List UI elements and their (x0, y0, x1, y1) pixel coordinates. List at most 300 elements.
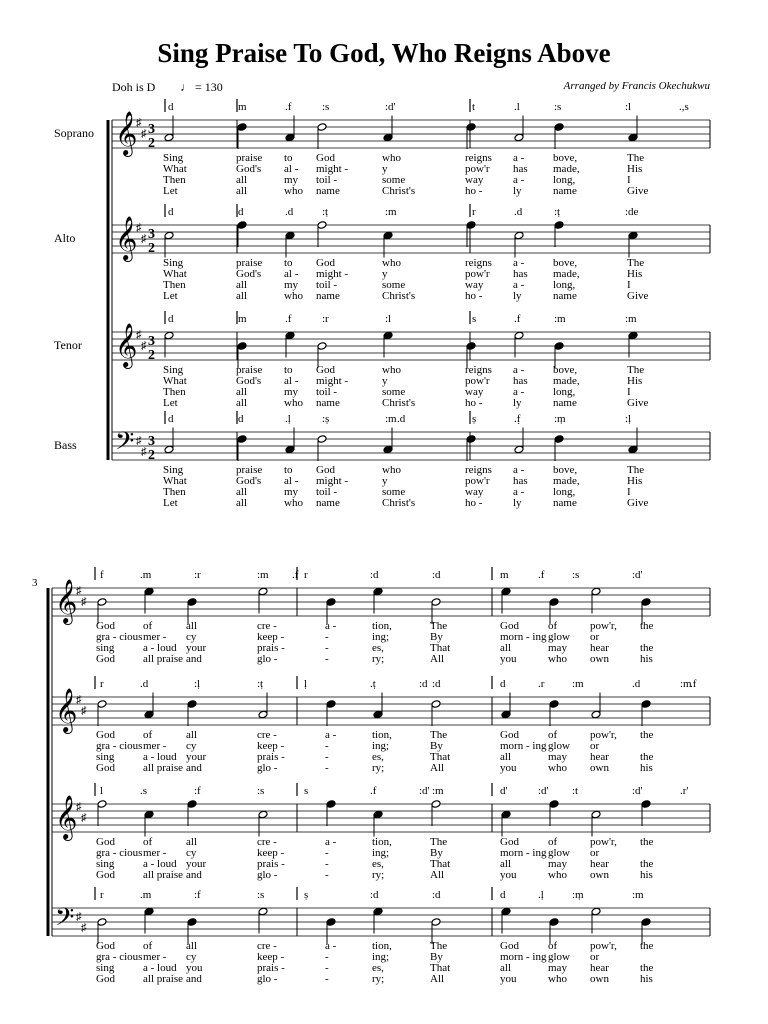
lyric-word: All (430, 973, 445, 985)
lyric-word: the (640, 751, 654, 763)
lyric-word: the (640, 642, 654, 654)
lyric-word: a - (513, 152, 525, 164)
solfa-syllable: d (238, 413, 244, 425)
lyric-word: ly (513, 497, 522, 509)
lyric-word: all praise (143, 973, 184, 985)
solfa-syllable: m (500, 569, 509, 581)
lyric-word: All (430, 762, 445, 774)
lyric-word: gra - cious (96, 951, 143, 963)
lyric-word: your (186, 751, 207, 763)
note-head (164, 133, 174, 142)
treble-clef-icon: 𝄞 (55, 581, 78, 623)
solfa-syllable: :d' (538, 785, 549, 797)
lyric-word: praise (236, 464, 263, 476)
note-head (187, 800, 197, 809)
lyric-word: toil - (316, 486, 338, 498)
note-head (373, 810, 383, 819)
lyric-word: Give (627, 185, 649, 197)
solfa-syllable: d (238, 206, 244, 218)
note-head (554, 123, 564, 132)
sharp-icon: ♯ (136, 435, 142, 447)
solfa-syllable: :f (194, 785, 201, 797)
lyric-word: to (284, 152, 293, 164)
solfa-syllable: :s (554, 101, 562, 113)
lyric-word: all (500, 962, 511, 974)
lyric-word: pow'r (465, 163, 490, 175)
lyric-word: glo - (257, 869, 278, 881)
lyric-word: Christ's (382, 290, 416, 302)
lyric-word: ry; (372, 762, 385, 774)
note-head (591, 710, 601, 719)
lyric-word: keep - (257, 740, 285, 752)
solfa-syllable: :d (370, 889, 379, 901)
solfa-syllable: :d' (632, 569, 643, 581)
lyric-word: or (590, 951, 600, 963)
lyric-word: own (590, 762, 609, 774)
lyric-word: pow'r, (590, 836, 617, 848)
lyric-word: who (284, 397, 303, 409)
lyric-word: made, (553, 268, 580, 280)
lyric-word: ly (513, 185, 522, 197)
lyric-word: - (325, 653, 329, 665)
lyric-word: God's (236, 375, 262, 387)
lyric-word: That (430, 962, 451, 974)
lyric-word: By (430, 847, 443, 859)
lyric-word: the (640, 962, 654, 974)
lyric-word: keep - (257, 951, 285, 963)
lyric-word: Let (163, 185, 178, 197)
solfa-syllable: d (168, 206, 174, 218)
lyric-word: keep - (257, 847, 285, 859)
solfa-syllable: .f (292, 569, 299, 581)
lyric-word: has (513, 475, 528, 487)
lyric-word: to (284, 364, 293, 376)
note-head (237, 342, 247, 351)
lyric-word: cy (186, 847, 197, 859)
lyric-word: gra - cious (96, 740, 143, 752)
lyric-word: God (96, 869, 115, 881)
lyric-word: his (640, 762, 653, 774)
bass-clef-icon: 𝄢 (115, 428, 135, 461)
lyric-word: That (430, 642, 451, 654)
lyric-word: my (284, 279, 299, 291)
lyric-word: all (236, 497, 247, 509)
lyric-word: The (430, 729, 448, 741)
lyric-word: you (500, 653, 517, 665)
solfa-syllable: .d (285, 206, 294, 218)
solfa-syllable: :d' (632, 785, 643, 797)
lyric-word: es, (372, 751, 384, 763)
measure-number: 3 (32, 577, 38, 589)
lyric-word: toil - (316, 279, 338, 291)
lyric-word: - (325, 642, 329, 654)
solfa-syllable: :r (194, 569, 201, 581)
solfa-syllable: f (100, 569, 104, 581)
lyric-word: praise (236, 152, 263, 164)
lyric-word: Christ's (382, 185, 416, 197)
lyric-word: Sing (163, 152, 184, 164)
lyric-word: might - (316, 475, 349, 487)
lyric-word: you (186, 962, 203, 974)
lyric-word: The (430, 836, 448, 848)
lyric-word: all (186, 729, 197, 741)
treble-clef-icon: 𝄞 (55, 690, 78, 732)
lyric-word: name (316, 497, 340, 509)
lyric-word: gra - cious (96, 631, 143, 643)
solfa-syllable: :ḷ (625, 413, 632, 425)
solfa-syllable: .r (538, 678, 545, 690)
lyric-word: all (500, 751, 511, 763)
lyric-word: might - (316, 163, 349, 175)
note-head (237, 435, 247, 444)
sharp-icon: ♯ (136, 329, 142, 341)
lyric-word: and (186, 869, 202, 881)
lyric-word: pow'r, (590, 620, 617, 632)
solfa-syllable: :d (370, 569, 379, 581)
solfa-syllable: :s (257, 889, 265, 901)
lyric-word: al - (284, 475, 299, 487)
lyric-word: God (316, 152, 335, 164)
lyric-word: a - (513, 486, 525, 498)
sharp-icon: ♯ (141, 446, 147, 458)
lyric-word: What (163, 163, 187, 175)
note-head (514, 231, 524, 240)
lyric-word: By (430, 951, 443, 963)
lyric-word: may (548, 642, 567, 654)
lyric-word: ly (513, 397, 522, 409)
lyric-word: you (500, 762, 517, 774)
lyric-word: That (430, 858, 451, 870)
lyric-word: es, (372, 642, 384, 654)
lyric-word: the (640, 620, 654, 632)
lyric-word: mer - (143, 847, 167, 859)
lyric-word: glo - (257, 762, 278, 774)
sharp-icon: ♯ (136, 117, 142, 129)
lyric-word: toil - (316, 174, 338, 186)
lyric-word: sing (96, 642, 115, 654)
note-head (97, 598, 107, 607)
solfa-syllable: .r' (680, 785, 689, 797)
lyric-word: - (325, 951, 329, 963)
solfa-syllable: ḷ (304, 678, 308, 690)
treble-clef-icon: 𝄞 (115, 325, 138, 367)
lyric-word: The (430, 620, 448, 632)
lyric-word: or (590, 847, 600, 859)
lyric-word: - (325, 962, 329, 974)
lyric-word: of (143, 729, 153, 741)
lyric-word: bove, (553, 152, 578, 164)
note-head (466, 435, 476, 444)
lyric-word: The (627, 257, 645, 269)
lyric-word: Give (627, 397, 649, 409)
voice-label: Bass (54, 438, 77, 452)
lyric-word: God (500, 729, 519, 741)
lyric-word: all (236, 486, 247, 498)
note-head (554, 435, 564, 444)
lyric-word: all praise (143, 762, 184, 774)
lyric-word: God (500, 620, 519, 632)
note-head (97, 800, 107, 809)
lyric-word: hear (590, 858, 609, 870)
voice-label: Soprano (54, 126, 94, 140)
lyric-word: prais - (257, 642, 285, 654)
lyric-word: and (186, 762, 202, 774)
lyric-word: Give (627, 290, 649, 302)
lyric-word: a - loud (143, 751, 177, 763)
lyric-word: a - (513, 386, 525, 398)
lyric-word: sing (96, 751, 115, 763)
note-head (641, 598, 651, 607)
lyric-word: The (430, 940, 448, 952)
lyric-word: made, (553, 163, 580, 175)
note-head (164, 231, 174, 240)
lyric-word: you (500, 973, 517, 985)
sharp-icon: ♯ (81, 596, 87, 608)
lyric-word: His (627, 475, 643, 487)
solfa-syllable: d (500, 678, 506, 690)
lyric-word: name (316, 185, 340, 197)
lyric-word: my (284, 386, 299, 398)
lyric-word: ing; (372, 847, 390, 859)
lyric-word: name (316, 290, 340, 302)
lyric-word: Then (163, 174, 186, 186)
lyric-word: glow (548, 740, 570, 752)
lyric-word: or (590, 631, 600, 643)
lyric-word: ho - (465, 497, 483, 509)
lyric-word: might - (316, 268, 349, 280)
lyric-word: a - (325, 940, 337, 952)
solfa-syllable: r (472, 206, 476, 218)
lyric-word: - (325, 751, 329, 763)
solfa-syllable: t (472, 101, 476, 113)
lyric-word: morn - ing (500, 847, 547, 859)
lyric-word: ry; (372, 869, 385, 881)
treble-clef-icon: 𝄞 (55, 797, 78, 839)
note-head (258, 810, 268, 819)
note-head (258, 587, 268, 596)
lyric-word: glo - (257, 653, 278, 665)
lyric-word: Sing (163, 364, 184, 376)
note-head (373, 710, 383, 719)
lyric-word: your (186, 858, 207, 870)
lyric-word: - (325, 858, 329, 870)
lyric-word: Let (163, 397, 178, 409)
lyric-word: who (548, 973, 567, 985)
lyric-word: the (640, 940, 654, 952)
lyric-word: morn - ing (500, 951, 547, 963)
solfa-syllable: .m (140, 889, 152, 901)
lyric-word: pow'r (465, 475, 490, 487)
note-head (144, 587, 154, 596)
note-head (431, 918, 441, 927)
time-signature-top: 3 (148, 122, 155, 137)
lyric-word: all (236, 386, 247, 398)
note-head (514, 133, 524, 142)
lyric-word: his (640, 869, 653, 881)
solfa-syllable: :d (432, 889, 441, 901)
solfa-syllable: :l (385, 313, 392, 325)
solfa-syllable: .f (690, 678, 697, 690)
lyric-word: and (186, 653, 202, 665)
lyric-word: Sing (163, 464, 184, 476)
lyric-word: God (316, 464, 335, 476)
lyric-word: God (96, 620, 115, 632)
lyric-word: sing (96, 962, 115, 974)
lyric-word: What (163, 475, 187, 487)
lyric-word: tion, (372, 836, 392, 848)
lyric-word: All (430, 653, 445, 665)
solfa-syllable: m (238, 313, 247, 325)
solfa-syllable: :ṭ (554, 206, 561, 218)
lyric-word: all praise (143, 869, 184, 881)
lyric-word: to (284, 257, 293, 269)
note-head (591, 587, 601, 596)
lyric-word: who (548, 762, 567, 774)
solfa-syllable: s (304, 785, 309, 797)
note-head (373, 587, 383, 596)
solfa-syllable: :m (632, 889, 644, 901)
sharp-icon: ♯ (141, 128, 147, 140)
solfa-syllable: :m (554, 313, 566, 325)
bass-clef-icon: 𝄢 (55, 904, 75, 937)
lyric-word: a - (325, 620, 337, 632)
lyric-word: who (382, 464, 401, 476)
solfa-syllable: d (500, 889, 506, 901)
lyric-word: praise (236, 257, 263, 269)
lyric-word: some (382, 174, 406, 186)
lyric-word: who (548, 653, 567, 665)
time-signature-top: 3 (148, 434, 155, 449)
lyric-word: - (325, 762, 329, 774)
note-head (144, 907, 154, 916)
note-head (514, 331, 524, 340)
note-head (97, 918, 107, 927)
lyric-word: all (186, 620, 197, 632)
note-head (628, 133, 638, 142)
time-signature-top: 3 (148, 334, 155, 349)
lyric-word: reigns (465, 364, 492, 376)
note-head (326, 700, 336, 709)
lyric-word: y (382, 268, 388, 280)
lyric-word: all (500, 858, 511, 870)
solfa-syllable: :ṃ (554, 413, 566, 425)
note-head (144, 810, 154, 819)
note-head (326, 918, 336, 927)
lyric-word: the (640, 836, 654, 848)
solfa-syllable: :t (572, 785, 579, 797)
tempo-marking: ♩ = 130 (180, 80, 223, 94)
solfa-syllable: l (100, 785, 104, 797)
lyric-word: es, (372, 858, 384, 870)
lyric-word: I (627, 279, 631, 291)
lyric-word: all praise (143, 653, 184, 665)
key-label: Doh is D (112, 80, 156, 94)
solfa-syllable: :m (572, 678, 584, 690)
lyric-word: own (590, 869, 609, 881)
lyric-word: name (553, 397, 577, 409)
lyric-word: keep - (257, 631, 285, 643)
lyric-word: mer - (143, 951, 167, 963)
note-head (285, 231, 295, 240)
solfa-syllable: m (238, 101, 247, 113)
solfa-syllable: .d (632, 678, 641, 690)
voice-label: Tenor (54, 338, 82, 352)
solfa-syllable: .ḷ (538, 889, 544, 901)
note-head (628, 445, 638, 454)
solfa-syllable: .s (140, 785, 148, 797)
lyric-word: some (382, 486, 406, 498)
lyric-word: tion, (372, 729, 392, 741)
solfa-syllable: d (168, 313, 174, 325)
lyric-word: That (430, 751, 451, 763)
solfa-syllable: .d (514, 206, 523, 218)
lyric-word: all (186, 836, 197, 848)
note-head (466, 221, 476, 230)
solfa-syllable: :d (432, 678, 441, 690)
lyric-word: name (316, 397, 340, 409)
solfa-syllable: .l (514, 101, 520, 113)
lyric-word: What (163, 268, 187, 280)
lyric-word: God (96, 653, 115, 665)
lyric-word: to (284, 464, 293, 476)
lyric-word: ry; (372, 973, 385, 985)
note-head (237, 221, 247, 230)
lyric-word: praise (236, 364, 263, 376)
lyric-word: God (316, 364, 335, 376)
lyric-word: bove, (553, 464, 578, 476)
lyric-word: cre - (257, 836, 277, 848)
solfa-syllable: :ḷ (194, 678, 201, 690)
lyric-word: prais - (257, 751, 285, 763)
lyric-word: may (548, 962, 567, 974)
lyric-word: glow (548, 847, 570, 859)
lyric-word: my (284, 174, 299, 186)
lyric-word: Then (163, 279, 186, 291)
lyric-word: reigns (465, 257, 492, 269)
note-head (641, 800, 651, 809)
lyric-word: God (316, 257, 335, 269)
solfa-syllable: :s (257, 785, 265, 797)
note-head (285, 133, 295, 142)
time-signature-bottom: 2 (148, 448, 155, 463)
lyric-word: pow'r, (590, 940, 617, 952)
lyric-word: By (430, 631, 443, 643)
lyric-word: I (627, 174, 631, 186)
lyric-word: a - (325, 836, 337, 848)
note-head (326, 598, 336, 607)
solfa-syllable: :d' (419, 785, 430, 797)
lyric-word: The (627, 364, 645, 376)
note-head (383, 133, 393, 142)
sharp-icon: ♯ (76, 911, 82, 923)
sharp-icon: ♯ (81, 812, 87, 824)
solfa-syllable: .ṭ (370, 678, 376, 690)
solfa-syllable: .f (285, 313, 292, 325)
note-head (373, 907, 383, 916)
treble-clef-icon: 𝄞 (115, 113, 138, 155)
lyric-word: ly (513, 290, 522, 302)
solfa-syllable: .d (140, 678, 149, 690)
solfa-syllable: :m (680, 678, 692, 690)
lyric-word: who (284, 497, 303, 509)
solfa-syllable: ṣ (304, 889, 309, 901)
lyric-word: - (325, 740, 329, 752)
solfa-syllable: .f (538, 569, 545, 581)
lyric-word: By (430, 740, 443, 752)
lyric-word: y (382, 375, 388, 387)
time-signature-top: 3 (148, 227, 155, 242)
lyric-word: the (640, 729, 654, 741)
